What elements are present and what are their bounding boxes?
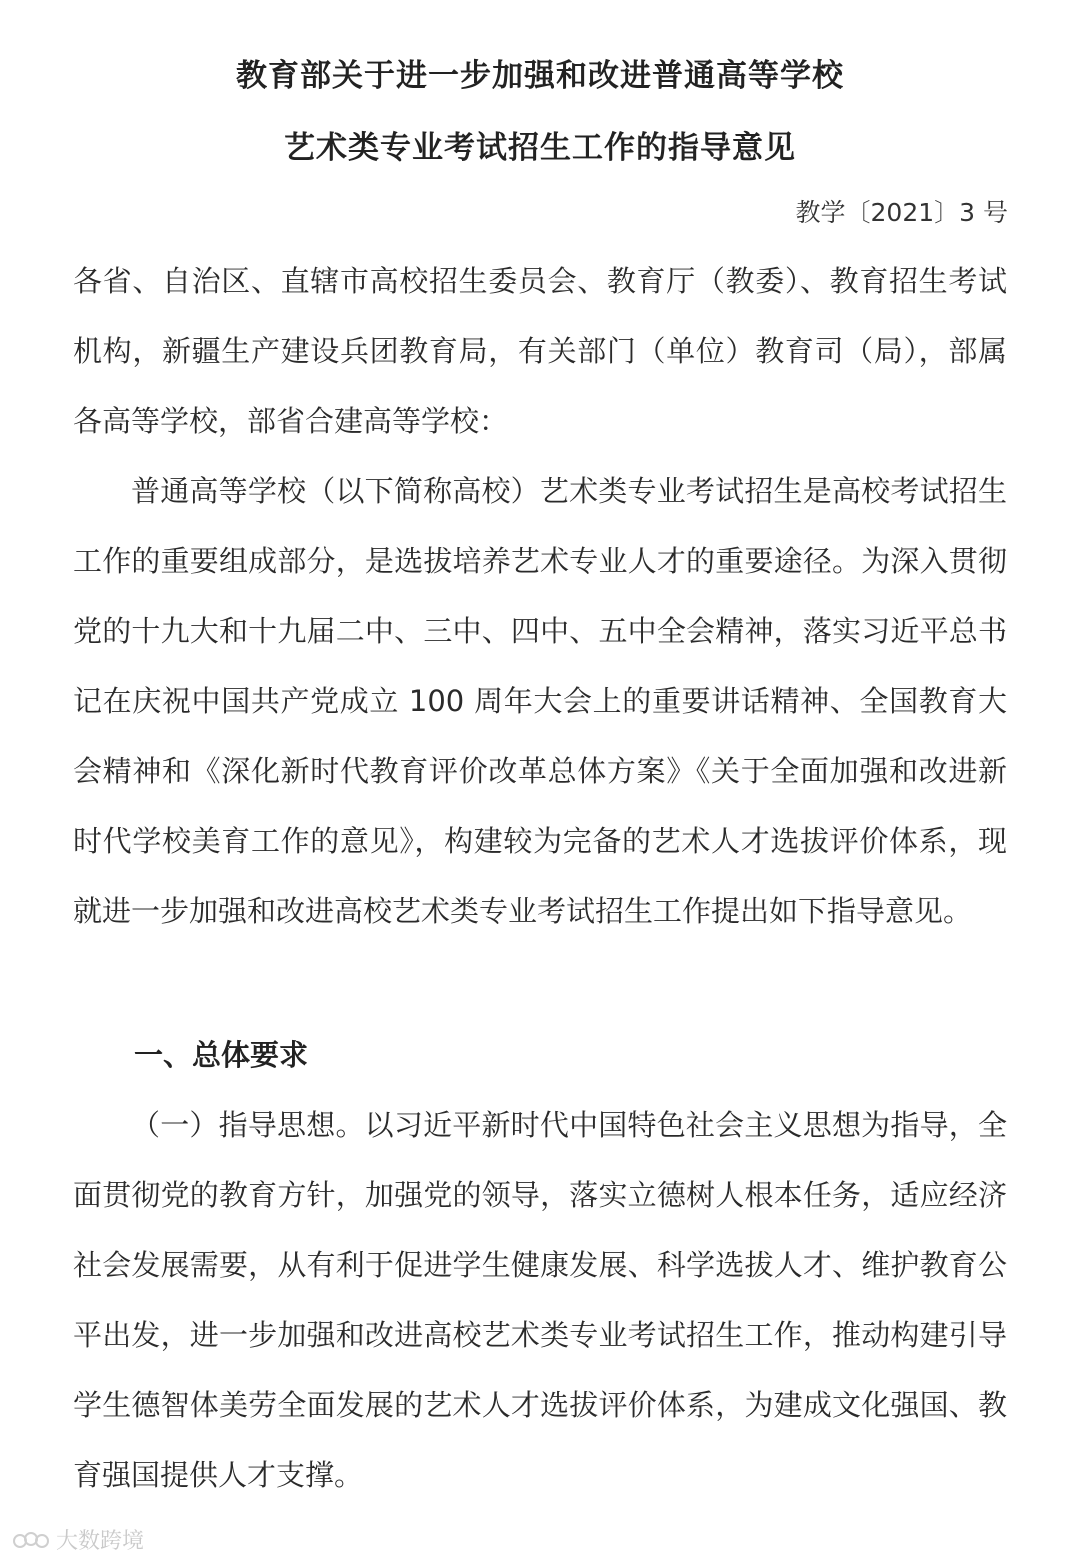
addressees-paragraph: 各省、自治区、直辖市高校招生委员会、教育厅（教委）、教育招生考试机构，新疆生产建设兵团教育局，有关部门（单位）教育司（局），部属各高等学校，部省合建高等学校：	[73, 264, 1007, 438]
intro-paragraph: 普通高等学校（以下简称高校）艺术类专业考试招生是高校考试招生工作的重要组成部分，是选拔培养艺术专业人才的重要途径。为深入贯彻党的十九大和十九届二中、三中、四中、五中全会精神，落实习近平总书记在庆祝中国共产党成立 100 周年大会上的重要讲话精神、全国教育大会精神和《深化新时代教育评价改革总体方案》《关于全面加强和改进新时代学校美育工作的意见》，构建较为完备的艺术人才选拔评价体系，现就进一步加强和改进高校艺术类专业考试招生工作提出如下指导意见。	[73, 474, 1007, 928]
section-heading: 一、总体要求	[134, 1038, 309, 1072]
brand-logo-icon	[12, 1528, 50, 1552]
watermark	[12, 1524, 144, 1555]
section-paragraph: （一）指导思想。以习近平新时代中国特色社会主义思想为指导，全面贯彻党的教育方针，加强党的领导，落实立德树人根本任务，适应经济社会发展需要，从有利于促进学生健康发展、科学选拔人才、维护教育公平出发，进一步加强和改进高校艺术类专业考试招生工作，推动构建引导学生德智体美劳全面发展的艺术人才选拔评价体系，为建成文化强国、教育强国提供人才支撑。	[73, 1108, 1007, 1492]
document-title-line1: 教育部关于进一步加强和改进普通高等学校	[236, 58, 844, 94]
document-title-line2: 艺术类专业考试招生工作的指导意见	[284, 130, 796, 166]
document-number: 教学〔2021〕3 号	[795, 198, 1008, 227]
watermark-text: 大数跨境	[56, 1529, 145, 1554]
